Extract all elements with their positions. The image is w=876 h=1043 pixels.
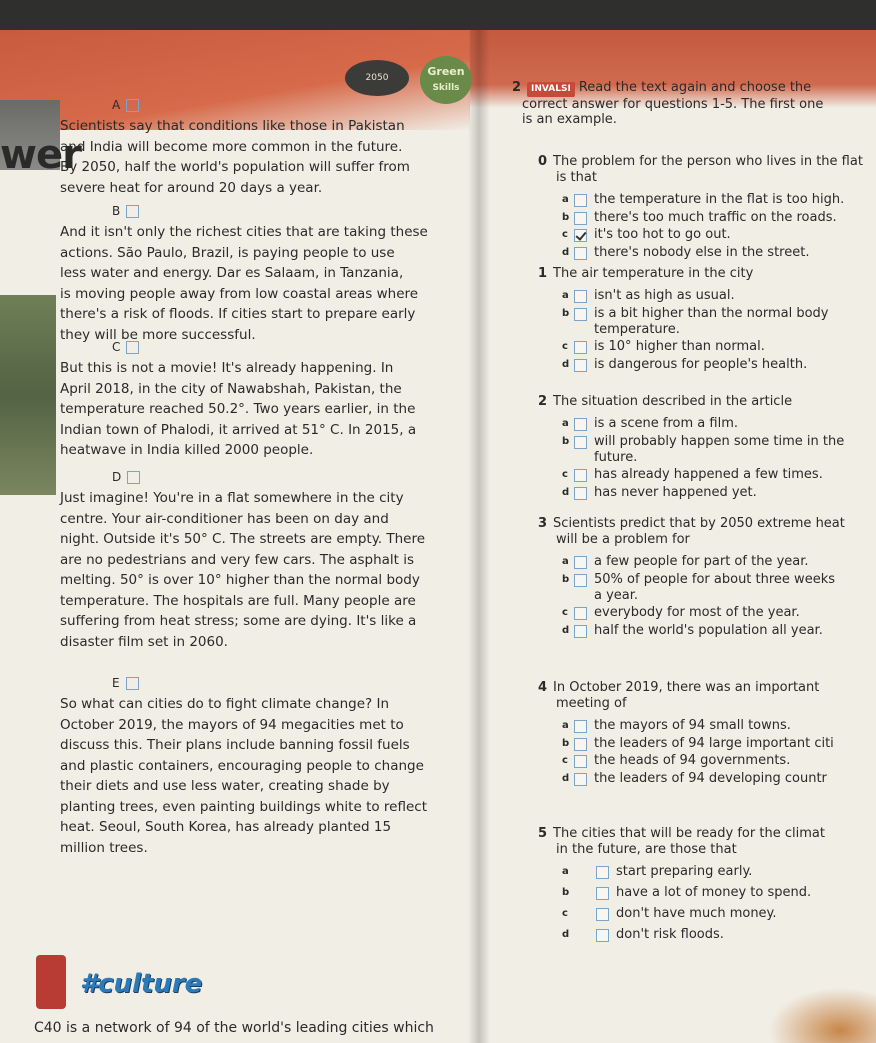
culture-text: C40 is a network of 94 of the world's leading cities which	[34, 1020, 434, 1036]
answer-checkbox[interactable]	[574, 359, 587, 372]
paragraph-line: their diets and use less water, creating shade by	[60, 778, 390, 794]
option-letter: d	[562, 358, 570, 370]
option-letter: d	[562, 624, 570, 636]
paragraph-label-b	[112, 204, 139, 218]
option-letter: b	[562, 573, 570, 585]
paragraph-line: and India will become more common in the future.	[60, 138, 403, 155]
answer-checkbox[interactable]	[574, 738, 587, 751]
paragraph-checkbox[interactable]	[126, 341, 139, 354]
paragraph-line: actions. São Paulo, Brazil, is paying people to use	[60, 244, 395, 261]
paragraph-line: heat. Seoul, South Korea, has already planted 15	[60, 819, 392, 835]
option-letter: d	[562, 486, 570, 498]
paragraph-line: By 2050, half the world's population will suffer from	[60, 159, 410, 175]
invalsi-tag: INVALSI	[527, 82, 575, 97]
answer-checkbox[interactable]	[574, 290, 587, 303]
option-text: isn't as high as usual.	[594, 288, 735, 303]
question-line	[538, 154, 863, 169]
question-line	[556, 170, 597, 185]
paragraph-checkbox[interactable]	[126, 99, 139, 112]
answer-checkbox[interactable]	[596, 866, 609, 879]
paragraph-line: Indian town of Phalodi, it arrived at 51° C. In 2015, a	[60, 421, 417, 438]
decorative-illustration	[756, 980, 876, 1043]
question-number: 3	[538, 516, 548, 531]
question-text: in the future, are those that	[556, 842, 737, 857]
option-text: the temperature in the flat is too high.	[594, 192, 845, 207]
question-text: meeting of	[556, 696, 627, 711]
question-line	[556, 842, 737, 857]
paragraph-letter: C	[112, 340, 121, 354]
option-text: a few people for part of the year.	[594, 554, 809, 569]
answer-checkbox-checked[interactable]	[574, 229, 587, 242]
option-text: the leaders of 94 large important citi	[594, 735, 834, 751]
answer-checkbox[interactable]	[574, 556, 587, 569]
paragraph-label-a	[112, 98, 139, 112]
option-text: is a bit higher than the normal body	[594, 305, 829, 321]
paragraph-line: severe heat for around 20 days a year.	[60, 179, 323, 196]
paragraph-line: October 2019, the mayors of 94 megacities met to	[60, 716, 404, 733]
paragraph-line: centre. Your air-conditioner has been on day and	[60, 510, 389, 527]
option-letter: d	[562, 772, 570, 784]
option-text: the mayors of 94 small towns.	[594, 718, 791, 733]
paragraph-checkbox[interactable]	[127, 471, 140, 484]
option-text: is dangerous for people's health.	[594, 356, 808, 372]
paragraph-line: melting. 50° is over 10° higher than the normal body	[60, 572, 420, 588]
page-heading: wer	[0, 132, 81, 178]
paragraph-letter: D	[112, 470, 122, 484]
year-badge: 2050	[345, 60, 409, 96]
option-text: temperature.	[594, 321, 680, 337]
phone-box-icon	[36, 955, 66, 1009]
option-text: there's nobody else in the street.	[594, 244, 810, 260]
paragraph-label-c	[112, 340, 139, 354]
paragraph-line: Scientists say that conditions like those in Pakistan	[60, 118, 405, 134]
answer-checkbox[interactable]	[574, 341, 587, 354]
option-text: will probably happen some time in the	[594, 433, 845, 449]
paragraph-label-e	[112, 676, 139, 690]
option-letter: c	[562, 341, 568, 352]
answer-checkbox[interactable]	[574, 720, 587, 733]
paragraph-letter: E	[112, 676, 120, 690]
paragraph-label-d	[112, 470, 140, 484]
option-text: has already happened a few times.	[594, 467, 823, 482]
question-number: 2	[538, 394, 548, 409]
answer-checkbox[interactable]	[574, 212, 587, 225]
option-letter: b	[562, 737, 570, 749]
question-number: 4	[538, 680, 548, 695]
option-text: 50% of people for about three weeks	[594, 571, 835, 587]
question-line	[538, 826, 825, 841]
option-text: the heads of 94 governments.	[594, 753, 791, 768]
paragraph-line: heatwave in India killed 2000 people.	[60, 442, 314, 458]
question-line	[556, 532, 690, 547]
option-letter: b	[562, 435, 570, 447]
option-letter: a	[562, 290, 569, 301]
paragraph-line: less water and energy. Dar es Salaam, in Tanzania,	[60, 265, 404, 281]
question-text: is that	[556, 170, 597, 185]
option-letter: d	[562, 246, 570, 258]
exercise-instruction	[512, 80, 823, 127]
option-text: there's too much traffic on the roads.	[594, 209, 837, 225]
answer-checkbox[interactable]	[574, 625, 587, 638]
question-text: will be a problem for	[556, 532, 690, 547]
question-line	[556, 696, 627, 711]
exercise-number: 2	[512, 80, 522, 95]
paragraph-letter: A	[112, 98, 121, 112]
option-letter: a	[562, 418, 569, 429]
answer-checkbox[interactable]	[596, 929, 609, 942]
answer-checkbox[interactable]	[574, 755, 587, 768]
skills-label: Skills	[432, 83, 460, 93]
photo-edge-trees	[0, 295, 56, 495]
option-letter: c	[562, 229, 568, 240]
paragraph-line: there's a risk of floods. If cities start to prepare early	[60, 306, 416, 322]
question-text: The cities that will be ready for the climat	[553, 826, 825, 841]
paragraph-line: temperature reached 50.2°. Two years earlier, in the	[60, 401, 416, 417]
paragraph-line: are no pedestrians and very few cars. The asphalt is	[60, 551, 415, 568]
answer-checkbox[interactable]	[574, 247, 587, 260]
option-letter: c	[562, 469, 568, 480]
option-text: future.	[594, 449, 638, 465]
question-text: The problem for the person who lives in the flat	[553, 154, 863, 169]
question-line	[538, 680, 819, 695]
answer-checkbox[interactable]	[574, 574, 587, 587]
paragraph-line: But this is not a movie! It's already happening. In	[60, 360, 394, 376]
option-text: has never happened yet.	[594, 484, 757, 500]
book-fold	[468, 30, 490, 1043]
question-line	[538, 516, 845, 531]
option-text: everybody for most of the year.	[594, 605, 800, 620]
paragraph-line: suffering from heat stress; some are dying. It's like a	[60, 613, 417, 629]
paragraph-line: million trees.	[60, 839, 148, 856]
question-text: In October 2019, there was an important	[553, 680, 820, 695]
culture-section	[20, 955, 270, 1013]
answer-checkbox[interactable]	[596, 887, 609, 900]
green-label: Green	[427, 65, 465, 78]
question-number: 5	[538, 826, 548, 841]
option-text: have a lot of money to spend.	[616, 885, 812, 900]
option-text: don't risk floods.	[616, 927, 724, 942]
instruction-line: Read the text again and choose the	[578, 80, 812, 95]
instruction-line: is an example.	[522, 112, 617, 127]
paragraph-line: they will be more successful.	[60, 326, 256, 343]
question-number: 1	[538, 266, 548, 281]
option-text: start preparing early.	[616, 864, 753, 879]
paragraph-line: is moving people away from low coastal areas where	[60, 285, 419, 302]
option-letter: d	[562, 929, 570, 940]
paragraph-letter: B	[112, 204, 121, 218]
paragraph-line: And it isn't only the richest cities that are taking these	[60, 224, 428, 240]
green-skills-globe-icon	[420, 56, 472, 104]
option-letter: b	[562, 307, 570, 319]
option-letter: a	[562, 556, 569, 567]
option-letter: a	[562, 194, 569, 205]
paragraph-line: temperature. The hospitals are full. Many people are	[60, 592, 416, 609]
answer-checkbox[interactable]	[596, 908, 609, 921]
answer-checkbox[interactable]	[574, 194, 587, 207]
paragraph-line: planting trees, even painting buildings white to reflect	[60, 798, 428, 815]
option-letter: c	[562, 755, 568, 766]
option-letter: c	[562, 607, 568, 618]
option-letter: a	[562, 866, 569, 877]
paragraph-line: disaster film set in 2060.	[60, 633, 228, 650]
answer-checkbox[interactable]	[574, 487, 587, 500]
paragraph-checkbox[interactable]	[126, 677, 139, 690]
instruction-line: correct answer for questions 1-5. The first one	[522, 97, 824, 112]
option-text: is 10° higher than normal.	[594, 339, 765, 354]
question-line	[538, 266, 753, 281]
paragraph-checkbox[interactable]	[126, 205, 139, 218]
option-text: don't have much money.	[616, 906, 777, 921]
answer-checkbox[interactable]	[574, 469, 587, 482]
culture-title: #culture	[80, 969, 203, 999]
answer-checkbox[interactable]	[574, 607, 587, 620]
answer-checkbox[interactable]	[574, 308, 587, 321]
question-text: The situation described in the article	[553, 394, 793, 409]
paragraph-line: So what can cities do to fight climate change? In	[60, 696, 390, 712]
check-mark-icon	[575, 229, 586, 241]
option-letter: a	[562, 720, 569, 731]
option-text: a year.	[594, 587, 639, 603]
paragraph-line: Just imagine! You're in a flat somewhere in the city	[60, 490, 404, 506]
paragraph-line: night. Outside it's 50° C. The streets are empty. There	[60, 531, 426, 547]
top-background	[0, 0, 876, 32]
paragraph-line: and plastic containers, encouraging people to change	[60, 757, 424, 774]
question-line	[538, 394, 792, 409]
option-text: half the world's population all year.	[594, 622, 823, 638]
option-letter: b	[562, 887, 570, 898]
paragraph-line: April 2018, in the city of Nawabshah, Pakistan, the	[60, 380, 402, 397]
paragraph-line: discuss this. Their plans include banning fossil fuels	[60, 737, 410, 753]
option-text: the leaders of 94 developing countr	[594, 770, 827, 786]
answer-checkbox[interactable]	[574, 436, 587, 449]
question-number: 0	[538, 154, 548, 169]
answer-checkbox[interactable]	[574, 418, 587, 431]
option-letter: c	[562, 908, 568, 919]
question-text: Scientists predict that by 2050 extreme heat	[553, 516, 845, 531]
answer-checkbox[interactable]	[574, 773, 587, 786]
question-text: The air temperature in the city	[553, 266, 754, 281]
option-text: it's too hot to go out.	[594, 227, 731, 242]
option-text: is a scene from a film.	[594, 416, 738, 431]
option-letter: b	[562, 211, 570, 223]
